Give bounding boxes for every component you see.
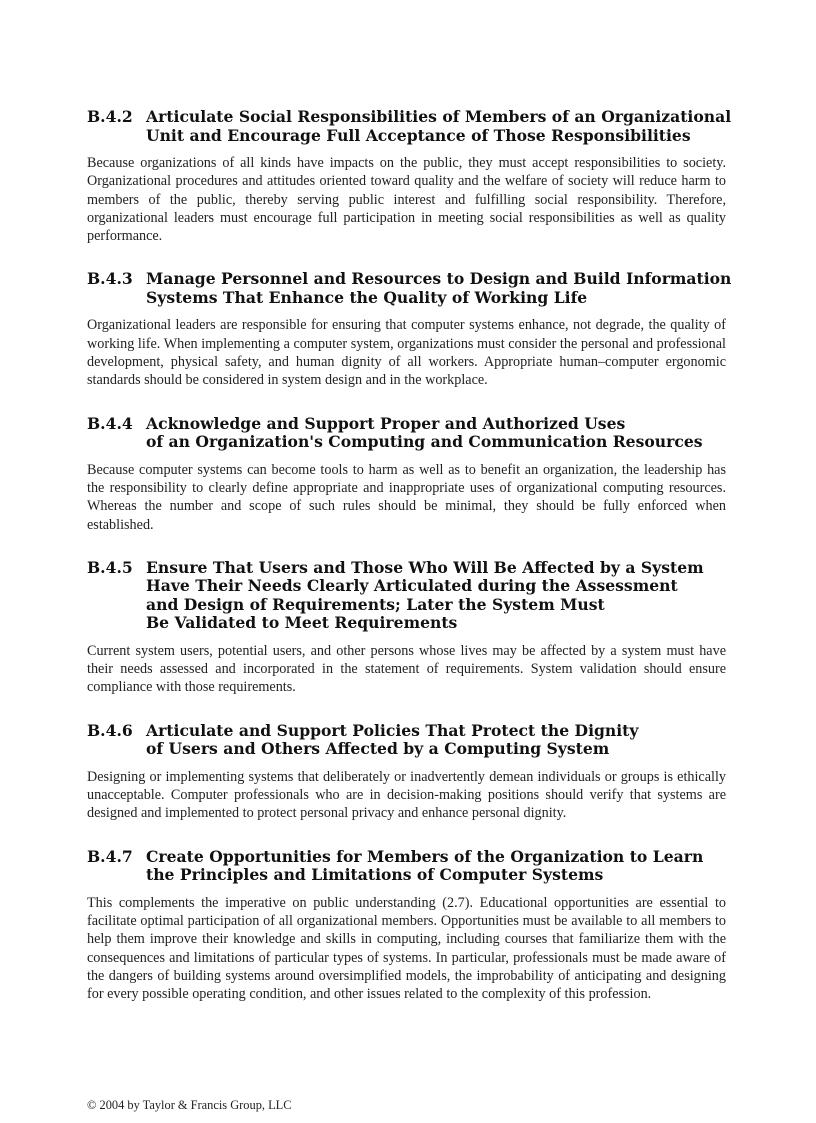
section-body: This complements the imperative on public understanding (2.7). Educational opportunities are essential to facilitate optimal participation of all organizational members. Opportunities must be available to all members to help them improve their knowledge and skills in computing, including courses that familiarize them with the consequences and limitations of particular types of systems. In particular, professionals must be made aware of the dangers of building systems around oversimplified models, the improbability of anticipating and designing for every possible operating condition, and other issues related to the complexity of this profession. [87,894,726,1003]
section-title-line: the Principles and Limitations of Computer Systems [146,865,604,885]
section-title-line: Acknowledge and Support Proper and Authorized Uses [146,413,626,433]
section-title [146,722,726,759]
section-body: Designing or implementing systems that deliberately or inadvertently demean individuals or groups is ethically unacceptable. Computer professionals who are in decision-making positions should verify that systems are designed and implemented to protect personal privacy and enhance personal dignity. [87,768,726,822]
section-number: B.4.2 [87,107,133,126]
section-heading [87,415,726,452]
section-heading [87,559,726,633]
section-title-line: Articulate Social Responsibilities of Members of an Organizational [146,107,732,126]
section-b-4-5 [87,559,726,697]
section-title-line: Ensure That Users and Those Who Will Be Affected by a System [146,557,704,577]
section-b-4-6 [87,722,726,823]
section-number: B.4.6 [87,720,133,740]
section-title [146,415,726,452]
section-b-4-7 [87,848,726,1004]
section-title [146,848,726,885]
section-title-line: of an Organization's Computing and Communication Resources [146,432,703,452]
section-title [146,559,726,633]
section-heading [87,848,726,885]
section-b-4-3 [87,269,732,389]
copyright-footer: © 2004 by Taylor & Francis Group, LLC [87,1098,292,1112]
section-title-line: Systems That Enhance the Quality of Working Life [146,287,588,307]
section-title-line: of Users and Others Affected by a Computing System [146,739,610,759]
section-number: B.4.4 [87,413,133,433]
section-title-line: Unit and Encourage Full Acceptance of Those Responsibilities [146,125,691,145]
section-title-line: Articulate and Support Policies That Protect the Dignity [146,720,639,740]
section-body: Because organizations of all kinds have impacts on the public, they must accept responsibilities to society. Organizational procedures and attitudes oriented toward quality and the welfare of society will reduce harm to members of the public, thereby serving public interest and fulfilling social responsibility. Therefore, organizational leaders must encourage full participation in meeting social responsibilities as well as quality performance. [87,155,726,245]
section-title [146,108,731,145]
page-content [87,107,732,1028]
section-heading [87,107,732,145]
section-number: B.4.3 [87,269,133,289]
section-title-line: and Design of Requirements; Later the System Must [146,594,605,614]
section-number: B.4.5 [87,557,133,577]
section-number: B.4.7 [87,846,133,866]
section-b-4-2 [87,107,732,245]
section-title-line: Create Opportunities for Members of the Organization to Learn [146,846,704,866]
section-title-line: Manage Personnel and Resources to Design and Build Information [146,269,732,289]
section-body: Current system users, potential users, and other persons whose lives may be affected by a system must have their needs assessed and incorporated in the statement of requirements. System validation should ensure compliance with those requirements. [87,642,726,696]
section-title-line: Be Validated to Meet Requirements [146,613,458,633]
section-title [146,270,731,307]
section-b-4-4 [87,415,726,534]
section-heading [87,722,726,759]
section-title-line: Have Their Needs Clearly Articulated during the Assessment [146,576,678,596]
section-body: Because computer systems can become tools to harm as well as to benefit an organization, the leadership has the responsibility to clearly define appropriate and inappropriate uses of organizational computing resources. Whereas the number and scope of such rules should be minimal, they should be fully enforced when established. [87,461,726,533]
section-body: Organizational leaders are responsible for ensuring that computer systems enhance, not degrade, the quality of working life. When implementing a computer system, organizations must consider the personal and professional development, physical safety, and human dignity of all workers. Appropriate human–computer ergonomic standards should be considered in system design and in the workplace. [87,317,726,389]
section-heading [87,269,732,307]
